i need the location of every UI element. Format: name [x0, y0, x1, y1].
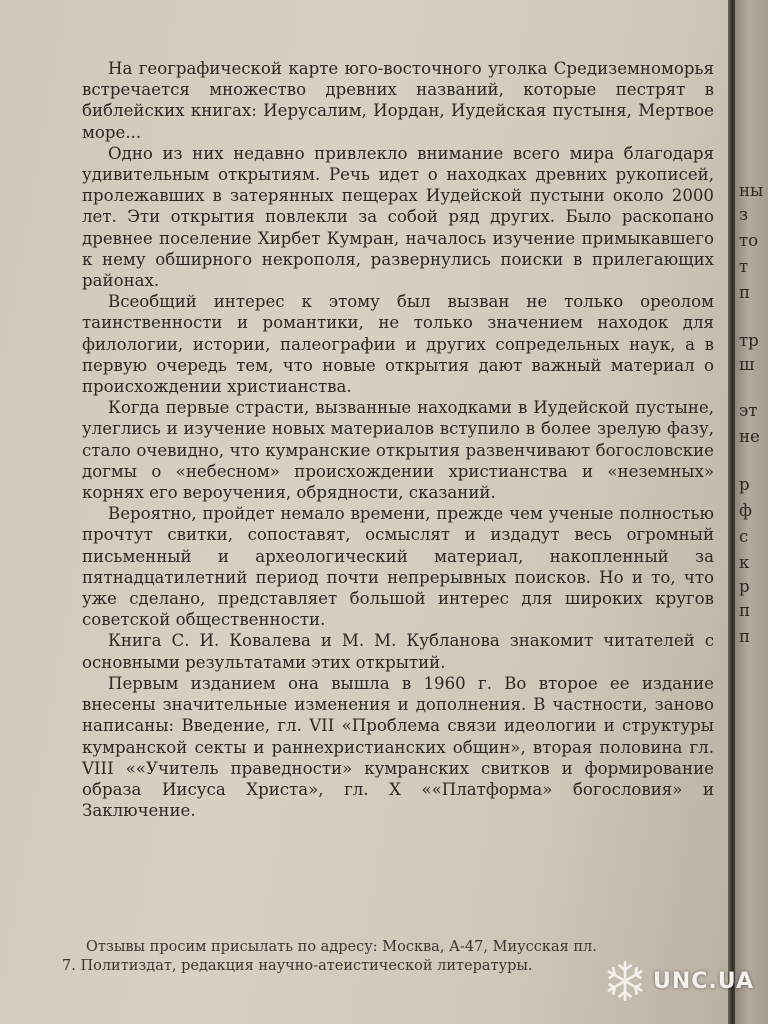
- paragraph-4: Когда первые страсти, вызванные находками в Иудейской пустыне, улеглись и изучение новых материалов вступило в более зрелую фазу, стало очевидно, что кумранские открытия развенчивают богословские догмы о «небесном» происхождении христианства и «неземных» корнях его вероучения, обрядности, сказаний.: [82, 398, 714, 503]
- adjacent-page-edge: [735, 0, 768, 1024]
- watermark: [603, 954, 754, 1008]
- adjacent-fragment: ш: [739, 355, 755, 374]
- adjacent-fragment: п: [739, 627, 751, 646]
- adjacent-fragment: с: [739, 527, 749, 546]
- adjacent-fragment: эт: [739, 401, 758, 420]
- adjacent-fragment: то: [739, 231, 759, 250]
- paragraph-1: На географической карте юго-восточного уголка Средиземноморья встречается множество древних названий, которые пестрят в библейских книгах: Иерусалим, Иордан, Иудейская пустыня, Мертвое море...: [82, 59, 714, 142]
- snowflake-icon: [603, 959, 647, 1003]
- adjacent-fragment: к: [739, 553, 750, 572]
- footer-line-1: Отзывы просим присылать по адресу: Москва, А-47, Миусская пл.: [86, 939, 597, 955]
- adjacent-fragment: п: [739, 283, 751, 302]
- adjacent-fragment: п: [739, 601, 751, 620]
- watermark-text: UNC.UA: [653, 968, 754, 994]
- adjacent-fragment: тр: [739, 331, 759, 350]
- paragraph-7: Первым изданием она вышла в 1960 г. Во второе ее издание внесены значительные изменения и дополнения. В частности, заново написаны: Введение, гл. VII «Проблема связи идеологии и структуры кумранской секты и раннехристианских общин», вторая половина гл. VIII ««Учитель праведности» кумранских свитков и формирование образа Иисуса Христа», гл. X ««Платформа» богословия» и Заключение.: [82, 673, 714, 821]
- adjacent-fragment: ны: [739, 181, 764, 200]
- footer-line-2: 7. Политиздат, редакция научно-атеистической литературы.: [62, 958, 533, 974]
- paragraph-3: Всеобщий интерес к этому был вызван не только ореолом таинственности и романтики, не только значением находок для филологии, истории, палеографии и других сопредельных наук, а в первую очередь тем, что новые открытия дают важный материал о происхождении христианства.: [82, 292, 714, 397]
- adjacent-fragment: р: [739, 577, 750, 596]
- adjacent-fragment: ф: [739, 501, 752, 520]
- adjacent-fragment: не: [739, 427, 760, 446]
- adjacent-fragment: т: [739, 257, 749, 276]
- paragraph-2: Одно из них недавно привлекло внимание всего мира благодаря удивительным открытиям. Речь идет о находках древних рукописей, пролежавших в затерянных пещерах Иудейской пустыни около 2000 лет. Эти открытия повлекли за собой ряд других. Было раскопано древнее поселение Хирбет Кумран, началось изучение примыкавшего к нему обширного некрополя, развернулись поиски в прилегающих районах.: [82, 143, 714, 291]
- adjacent-fragment: з: [739, 205, 749, 224]
- paragraph-5: Вероятно, пройдет немало времени, прежде чем ученые полностью прочтут свитки, сопоставят, осмыслят и издадут весь огромный письменный и археологический материал, накопленный за пятнадцатилетний период почти непрерывных поисков. Но и то, что уже сделано, представляет большой интерес для широких кругов советской общественности.: [82, 504, 714, 630]
- paragraph-6: Книга С. И. Ковалева и М. М. Кубланова знакомит читателей с основными результатами этих открытий.: [82, 631, 714, 672]
- main-text: [82, 58, 714, 821]
- adjacent-fragment: р: [739, 475, 750, 494]
